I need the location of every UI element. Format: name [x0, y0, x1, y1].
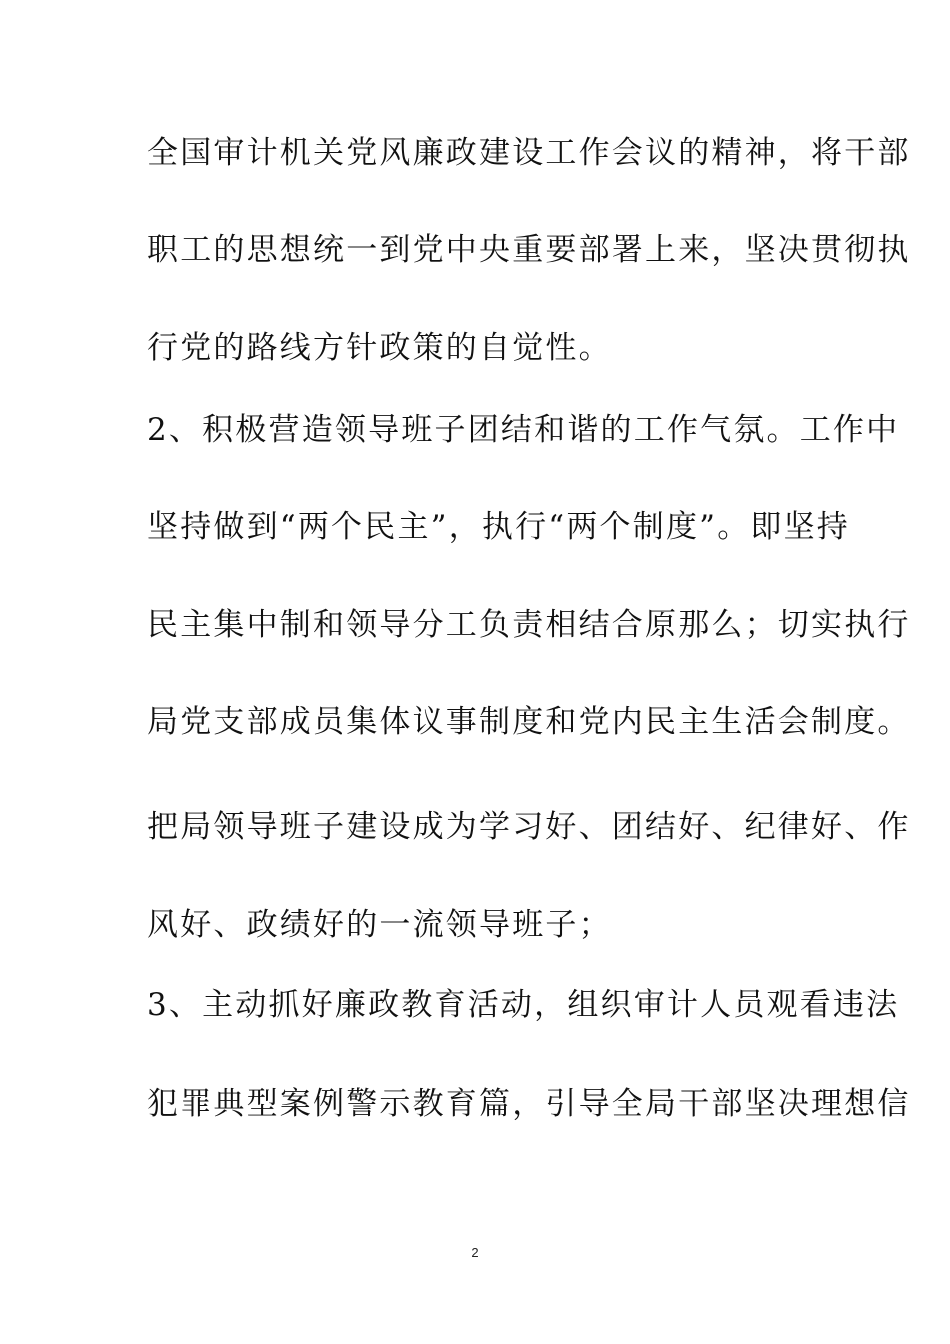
text-line-3: 行党的路线方针政策的自觉性。 — [147, 330, 612, 366]
text-line-7: 局党支部成员集体议事制度和党内民主生活会制度。 — [147, 704, 911, 740]
text-line-6: 民主集中制和领导分工负责相结合原那么；切实执行 — [147, 607, 911, 643]
text-line-1: 全国审计机关党风廉政建设工作会议的精神，将干部 — [147, 135, 911, 171]
text-line-11: 犯罪典型案例警示教育篇，引导全局干部坚决理想信 — [147, 1086, 911, 1122]
text-line-2: 职工的思想统一到党中央重要部署上来，坚决贯彻执 — [147, 232, 911, 268]
text-line-8: 把局领导班子建设成为学习好、团结好、纪律好、作 — [147, 809, 911, 845]
page-number: 2 — [471, 1245, 479, 1260]
text-line-10: 3、主动抓好廉政教育活动，组织审计人员观看违法 — [147, 987, 900, 1023]
text-line-5: 坚持做到“两个民主”，执行“两个制度”。即坚持 — [147, 509, 850, 545]
text-line-4: 2、积极营造领导班子团结和谐的工作气氛。工作中 — [147, 412, 900, 448]
text-line-9: 风好、政绩好的一流领导班子； — [147, 907, 612, 943]
